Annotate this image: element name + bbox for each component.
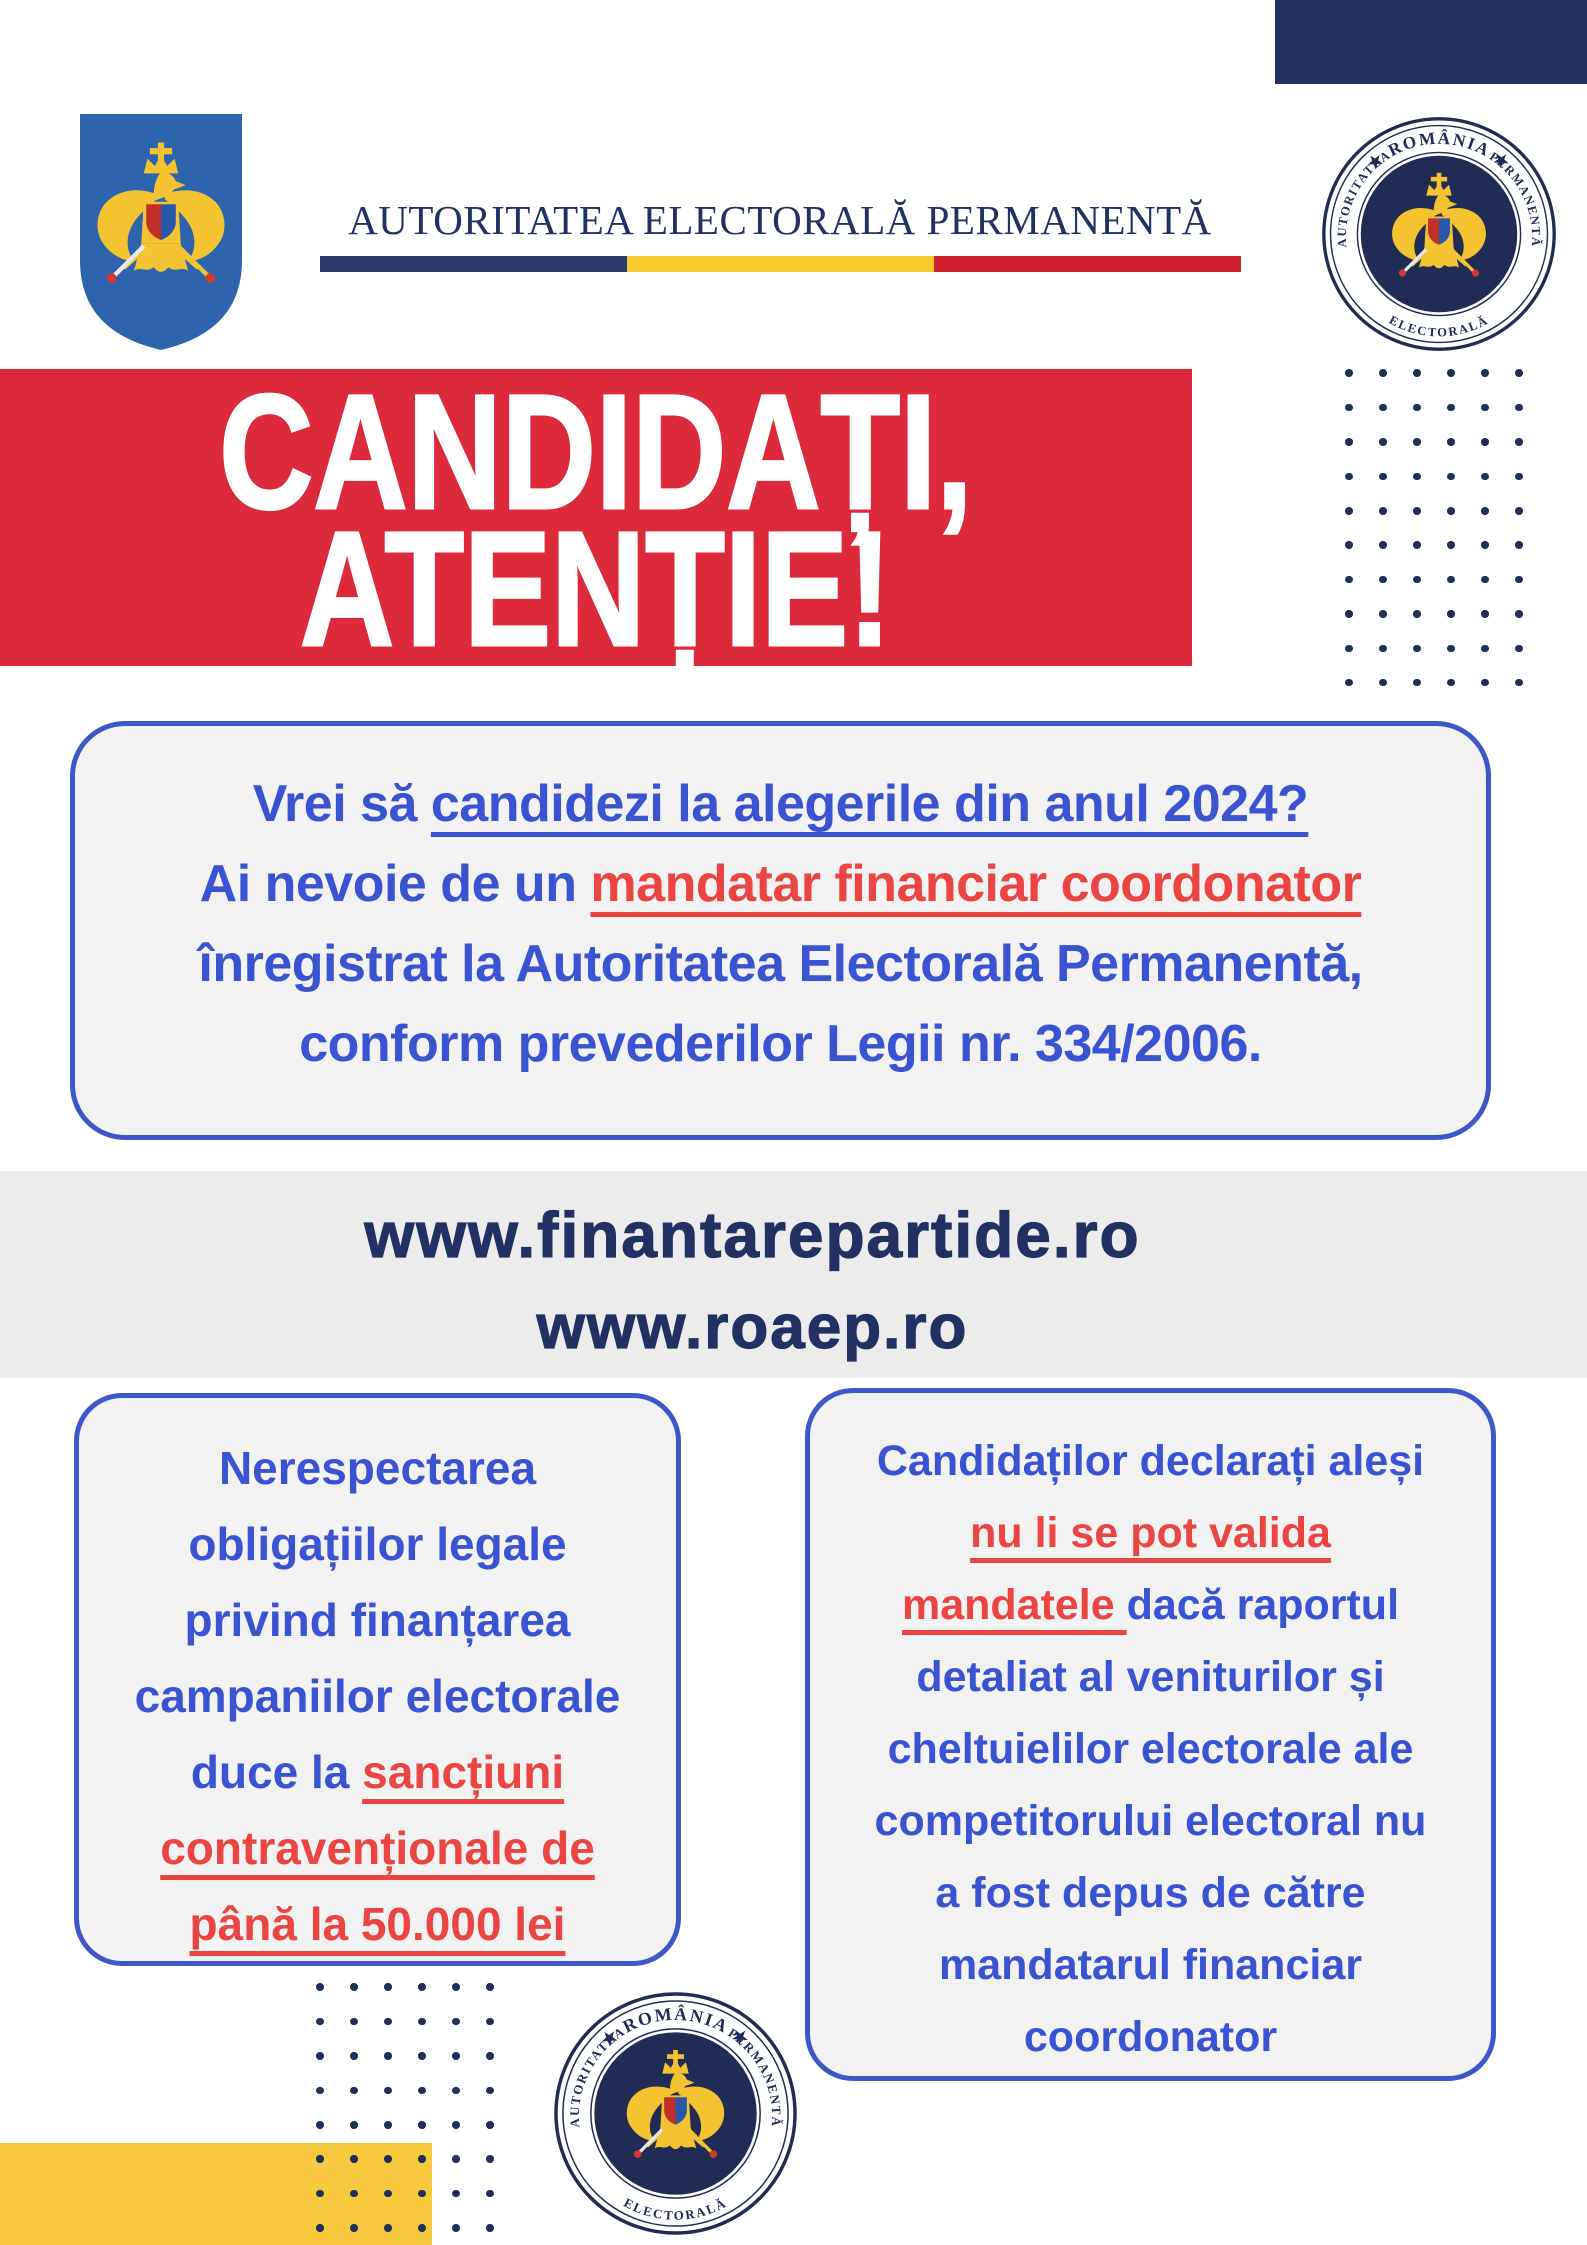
text-line: Ai nevoie de un mandatar financiar coordonator <box>199 855 1362 913</box>
text-line: privind finanțarea <box>184 1594 571 1646</box>
text-line: mandatarul financiar <box>939 1941 1362 1989</box>
aep-seal-top <box>1320 115 1558 353</box>
text-line: competitorului electoral nu <box>874 1797 1427 1845</box>
sanctions-box <box>74 1393 681 1966</box>
org-name: AUTORITATEA ELECTORALĂ PERMANENTĂ <box>348 197 1212 243</box>
text-line: detaliat al veniturilor și <box>916 1653 1385 1701</box>
tricolor-stripe <box>320 256 1241 272</box>
mandates-box <box>805 1388 1496 2081</box>
text-line: a fost depus de către <box>935 1869 1366 1917</box>
text-line: Candidaților declarați aleși <box>876 1437 1425 1485</box>
text-line: obligațiilor legale <box>188 1518 567 1570</box>
text-line: campaniilor electorale <box>134 1670 621 1722</box>
text-line: Vrei să candidezi la alegerile din anul 2024? <box>252 775 1309 833</box>
text-line: înregistrat la Autoritatea Electorală Permanentă, <box>198 935 1363 993</box>
alert-banner <box>0 359 1192 680</box>
text-line: mandatele dacă raportul <box>901 1581 1400 1629</box>
text-line: duce la sancțiuni <box>190 1746 565 1798</box>
text-line: coordonator <box>1023 2013 1278 2061</box>
dots-pattern-bottom-left <box>303 1970 507 2245</box>
intro-box <box>70 721 1491 1140</box>
text-line: cheltuielilor electorale ale <box>887 1725 1414 1773</box>
mandates-text <box>810 1393 1491 2073</box>
top-right-navy-block <box>1275 0 1587 84</box>
link-finantarepartide: www.finantarepartide.ro <box>364 1199 1141 1271</box>
tricolor-navy-segment <box>320 256 627 272</box>
intro-text <box>75 726 1486 1084</box>
text-line: contravenționale de <box>160 1822 595 1874</box>
tricolor-yellow-segment <box>627 256 934 272</box>
link-roaep: www.roaep.ro <box>536 1293 969 1362</box>
text-line: Nerespectarea <box>218 1442 537 1494</box>
text-line: conform prevederilor Legii nr. 334/2006. <box>299 1015 1262 1073</box>
romanian-coat-of-arms <box>74 108 248 356</box>
tricolor-red-segment <box>934 256 1241 272</box>
text-line: până la 50.000 lei <box>189 1898 566 1950</box>
banner-line-1: CANDIDAȚI, <box>219 359 973 543</box>
dots-pattern-top-right <box>1332 356 1536 700</box>
aep-seal-bottom <box>552 1990 799 2237</box>
sanctions-text <box>79 1398 676 1962</box>
text-line: nu li se pot valida <box>970 1509 1331 1557</box>
banner-line-2: ATENȚIE! <box>300 496 892 680</box>
